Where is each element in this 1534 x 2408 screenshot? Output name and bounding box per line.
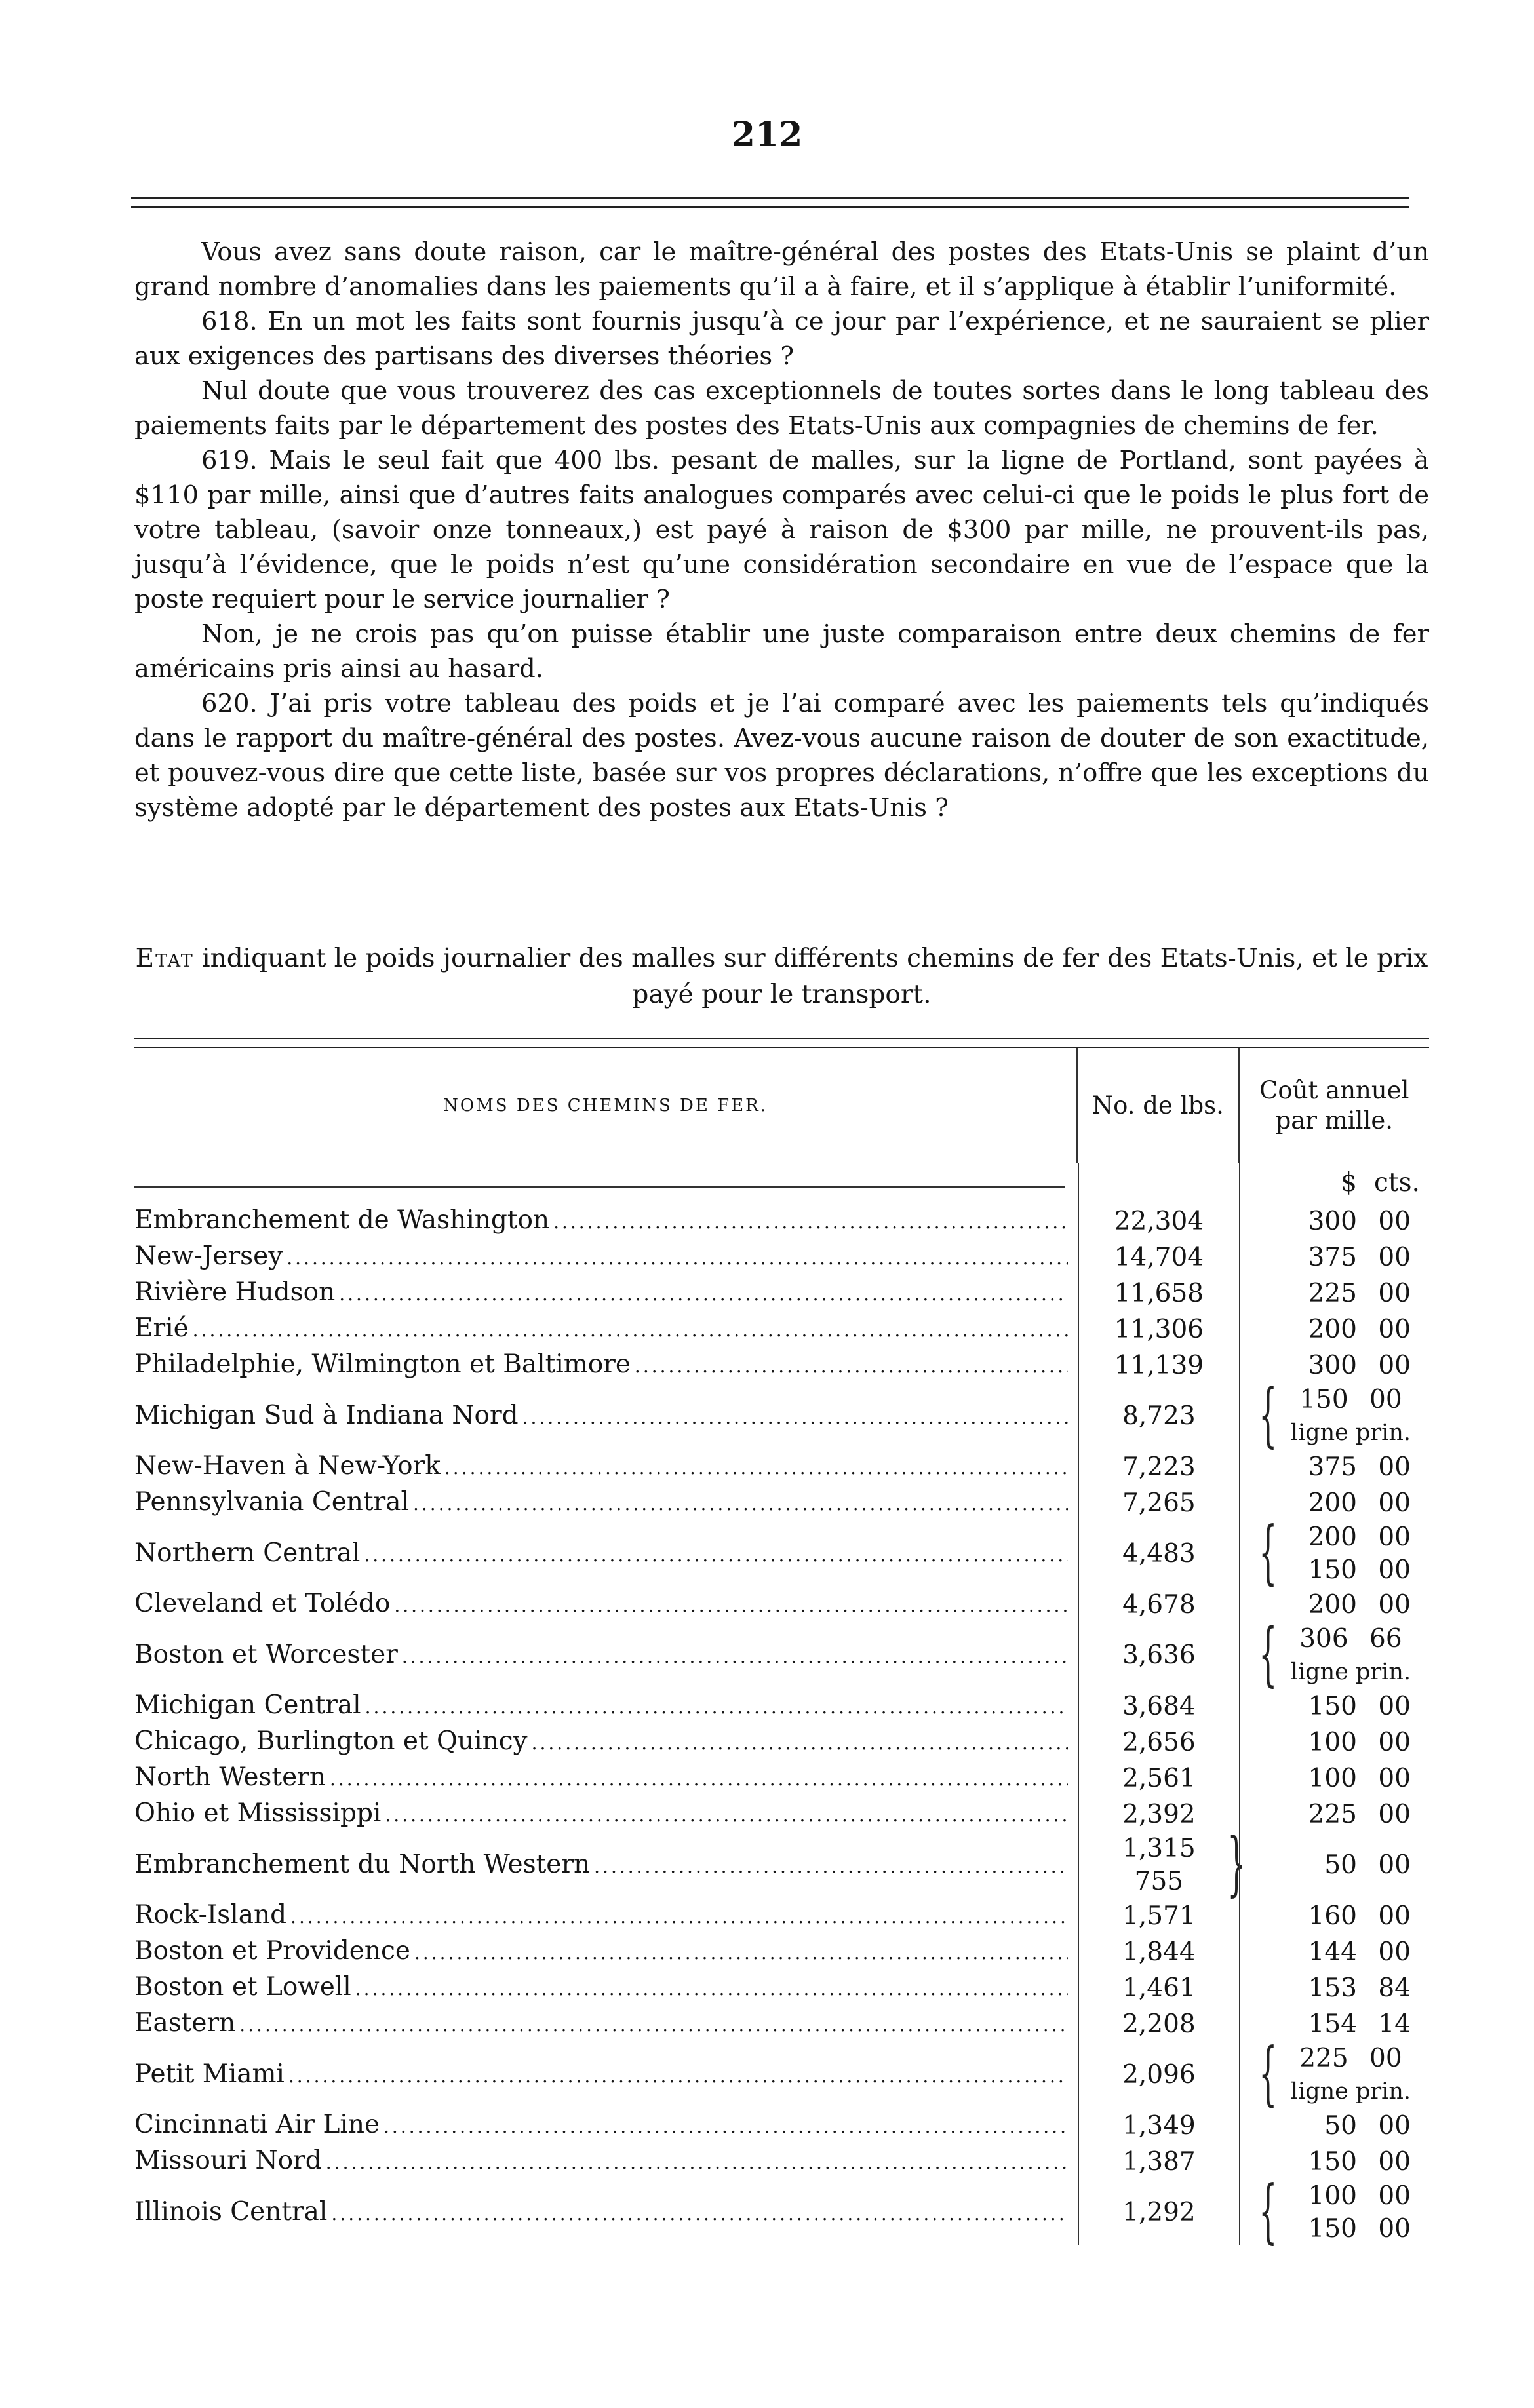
railway-name: Boston et Worcester bbox=[134, 1639, 398, 1669]
cost-cell bbox=[1239, 1203, 1429, 1239]
cost-dollars: 200 bbox=[1308, 1589, 1357, 1620]
cost-value bbox=[1308, 1762, 1411, 1795]
railway-name-cell bbox=[134, 1934, 1078, 1970]
cost-stack bbox=[1291, 2042, 1411, 2108]
railway-name-cell bbox=[134, 1348, 1078, 1384]
cost-value bbox=[1308, 1900, 1411, 1933]
lbs-value: 14,704 bbox=[1114, 1242, 1204, 1272]
railway-name-cell bbox=[134, 1970, 1078, 2006]
table-row bbox=[134, 1375, 1429, 1456]
dot-leader bbox=[413, 1487, 1068, 1521]
lbs-cell bbox=[1078, 1760, 1240, 1796]
cost-cents: 00 bbox=[1378, 1206, 1411, 1236]
cost-value bbox=[1308, 2213, 1411, 2245]
table-row bbox=[134, 1760, 1429, 1796]
dot-leader bbox=[339, 1277, 1067, 1311]
cost-stack bbox=[1308, 1972, 1411, 2005]
table-row bbox=[134, 1275, 1429, 1311]
cost-cell bbox=[1239, 1760, 1429, 1796]
cost-value bbox=[1308, 1798, 1411, 1831]
lbs-cell bbox=[1078, 1587, 1240, 1623]
cost-dollars: 150 bbox=[1308, 1555, 1357, 1585]
dot-leader bbox=[414, 1936, 1068, 1970]
dot-leader bbox=[553, 1205, 1067, 1239]
railway-name-cell bbox=[134, 1449, 1078, 1485]
railway-name: Cincinnati Air Line bbox=[134, 2110, 380, 2139]
railway-name-cell bbox=[134, 1638, 1078, 1674]
table-row bbox=[134, 1485, 1429, 1521]
railway-name: Boston et Lowell bbox=[134, 1972, 351, 2002]
table-row bbox=[134, 2034, 1429, 2114]
railway-name-cell bbox=[134, 1203, 1078, 1239]
table-row bbox=[134, 1587, 1429, 1623]
table-caption bbox=[134, 941, 1429, 1013]
cost-stack bbox=[1324, 1849, 1411, 1882]
dot-leader bbox=[290, 1900, 1067, 1934]
table-row bbox=[134, 1614, 1429, 1695]
cost-dollars: 50 bbox=[1324, 1850, 1357, 1880]
railway-name-cell bbox=[134, 2057, 1078, 2093]
cost-cell bbox=[1239, 1688, 1429, 1724]
paragraph: Non, je ne crois pas qu’on puisse établir une juste comparaison entre deux chemins de fer américains pris ainsi au hasard. bbox=[134, 619, 1429, 684]
dot-leader bbox=[394, 1589, 1067, 1623]
cost-cell bbox=[1239, 1898, 1429, 1934]
lbs-value: 11,658 bbox=[1114, 1278, 1204, 1308]
cost-dollars: 375 bbox=[1308, 1452, 1357, 1482]
cost-cell bbox=[1239, 1970, 1429, 2006]
railway-name-cell bbox=[134, 1275, 1078, 1311]
cost-dollars: 200 bbox=[1308, 1523, 1357, 1552]
railway-name: Ohio et Mississippi bbox=[134, 1798, 382, 1828]
cost-dollars: 306 bbox=[1299, 1624, 1348, 1654]
cost-dollars: 154 bbox=[1308, 2009, 1357, 2039]
dot-leader bbox=[402, 1640, 1068, 1674]
lbs-cell bbox=[1078, 1898, 1240, 1934]
cost-cents: 00 bbox=[1378, 1763, 1411, 1793]
lbs-value: 2,096 bbox=[1122, 2060, 1196, 2089]
cost-note: ligne prin. bbox=[1290, 2078, 1411, 2105]
railway-name: Boston et Providence bbox=[134, 1936, 410, 1966]
lbs-cell bbox=[1078, 1521, 1240, 1587]
cost-cents: 00 bbox=[1378, 1691, 1411, 1721]
cost-cents: 00 bbox=[1369, 1385, 1402, 1414]
dot-leader bbox=[522, 1401, 1068, 1435]
rates-table bbox=[134, 1038, 1429, 2252]
paragraph: Nul doute que vous trouverez des cas exceptionnels de toutes sortes dans le long tableau des paiements faits par le département des postes des Etats-Unis aux compagnies de chemins de fer. bbox=[134, 376, 1429, 440]
lbs-cell bbox=[1078, 1970, 1240, 2006]
cost-stack bbox=[1324, 2110, 1411, 2143]
lbs-value: 8,723 bbox=[1122, 1401, 1196, 1431]
railway-name-cell bbox=[134, 2195, 1078, 2231]
railway-name: Pennsylvania Central bbox=[134, 1487, 409, 1517]
table-row bbox=[134, 2144, 1429, 2180]
table-row bbox=[134, 1348, 1429, 1384]
paragraph: 620. J’ai pris votre tableau des poids et je l’ai comparé avec les paiements tels qu’indiqués dans le rapport du maître-général des postes. Avez-vous aucune raison de douter de son exactitude, et pouvez-vous dire que cette liste, basée sur vos propres déclarations, n’offre que les exceptions du système adopté par le département des postes aux Etats-Unis ? bbox=[134, 689, 1429, 823]
cost-value bbox=[1308, 1690, 1411, 1723]
cost-cents: 00 bbox=[1378, 1555, 1411, 1585]
cost-value bbox=[1308, 1350, 1411, 1382]
table-row bbox=[134, 2108, 1429, 2144]
cost-cents: 00 bbox=[1378, 1589, 1411, 1620]
dot-leader bbox=[286, 1241, 1067, 1275]
cost-stack bbox=[1308, 1313, 1411, 1346]
railway-name-cell bbox=[134, 1399, 1078, 1435]
brace-mark: { bbox=[1259, 1375, 1278, 1456]
cost-cell bbox=[1239, 2108, 1429, 2144]
railway-name: Eastern bbox=[134, 2008, 236, 2038]
cost-cents: 00 bbox=[1378, 1314, 1411, 1344]
lbs-value: 11,306 bbox=[1114, 1314, 1204, 1344]
cost-stack bbox=[1308, 1350, 1411, 1382]
cost-cents: 00 bbox=[1378, 1937, 1411, 1967]
railway-name-cell bbox=[134, 2006, 1078, 2042]
railway-name-cell bbox=[134, 1760, 1078, 1796]
dot-leader bbox=[239, 2008, 1067, 2042]
table-row bbox=[134, 1934, 1429, 1970]
cost-cell bbox=[1239, 1833, 1429, 1898]
cost-dollars: 100 bbox=[1308, 1727, 1357, 1757]
cost-cents: 00 bbox=[1378, 1350, 1411, 1380]
railway-name: Illinois Central bbox=[134, 2196, 328, 2226]
cost-note: ligne prin. bbox=[1290, 1420, 1411, 1446]
cost-cents: 00 bbox=[1378, 2214, 1411, 2243]
lbs-value: 3,684 bbox=[1122, 1691, 1196, 1721]
cost-cents: 00 bbox=[1378, 1727, 1411, 1757]
header-name: NOMS DES CHEMINS DE FER. bbox=[443, 1095, 768, 1116]
cost-stack bbox=[1308, 1589, 1411, 1622]
cost-value bbox=[1299, 1623, 1402, 1656]
railway-name: Michigan Central bbox=[134, 1690, 361, 1720]
railway-name: Rock-Island bbox=[134, 1900, 287, 1930]
brace-mark: } bbox=[1227, 1824, 1246, 1905]
railway-name-cell bbox=[134, 1688, 1078, 1724]
cost-value bbox=[1308, 1936, 1411, 1969]
table-row bbox=[134, 1970, 1429, 2006]
cost-stack bbox=[1291, 1384, 1411, 1449]
cost-cell bbox=[1239, 1513, 1429, 1593]
cost-cents: 66 bbox=[1369, 1624, 1402, 1654]
cost-dollars: 100 bbox=[1308, 1763, 1357, 1793]
dot-leader bbox=[364, 1538, 1067, 1572]
cost-stack bbox=[1308, 2146, 1411, 2179]
lbs-value: 755 bbox=[1134, 1867, 1184, 1896]
table-row bbox=[134, 1449, 1429, 1485]
cost-stack bbox=[1308, 1762, 1411, 1795]
railway-name: Michigan Sud à Indiana Nord bbox=[134, 1400, 519, 1430]
cost-dollars: 200 bbox=[1308, 1314, 1357, 1344]
lbs-cell bbox=[1078, 2144, 1240, 2180]
table-row bbox=[134, 1203, 1429, 1239]
cost-cell bbox=[1239, 1449, 1429, 1485]
header-lbs: No. de lbs. bbox=[1076, 1048, 1238, 1163]
cost-value bbox=[1324, 1849, 1411, 1882]
cost-stack bbox=[1308, 1241, 1411, 1274]
cost-value bbox=[1299, 2042, 1402, 2075]
dot-leader bbox=[384, 2110, 1067, 2144]
cost-cell bbox=[1239, 1934, 1429, 1970]
cost-stack bbox=[1308, 1936, 1411, 1969]
unit-cents: cts. bbox=[1374, 1168, 1420, 1197]
railway-name-cell bbox=[134, 2144, 1078, 2180]
cost-cents: 00 bbox=[1378, 1850, 1411, 1880]
lbs-cell bbox=[1078, 1203, 1240, 1239]
cost-stack bbox=[1308, 1521, 1411, 1587]
header-cost: Coût annuel par mille. bbox=[1238, 1048, 1429, 1163]
header-separator bbox=[134, 1186, 1065, 1188]
brace-mark: { bbox=[1259, 2034, 1278, 2114]
cost-value bbox=[1308, 2146, 1411, 2179]
brace-mark: { bbox=[1259, 1614, 1278, 1695]
cost-stack bbox=[1308, 1726, 1411, 1759]
cost-stack bbox=[1308, 2008, 1411, 2041]
railway-name-cell bbox=[134, 1898, 1078, 1934]
railway-name: Northern Central bbox=[134, 1538, 361, 1568]
cost-cents: 00 bbox=[1378, 1452, 1411, 1482]
cost-cents: 00 bbox=[1378, 2110, 1411, 2141]
cost-cell bbox=[1239, 1375, 1429, 1456]
dot-leader bbox=[193, 1313, 1068, 1348]
railway-name: Petit Miami bbox=[134, 2059, 285, 2089]
table-row bbox=[134, 1724, 1429, 1760]
dot-leader bbox=[288, 2059, 1068, 2093]
lbs-value: 3,636 bbox=[1122, 1641, 1196, 1670]
lbs-value: 4,483 bbox=[1122, 1539, 1196, 1568]
caption-lead: Etat bbox=[135, 944, 194, 973]
railway-name-cell bbox=[134, 1536, 1078, 1572]
cost-dollars: 150 bbox=[1308, 1691, 1357, 1721]
paragraph: 618. En un mot les faits sont fournis jusqu’à ce jour par l’expérience, et ne sauraient se plier aux exigences des partisans des diverses théories ? bbox=[134, 307, 1429, 371]
railway-name-cell bbox=[134, 1796, 1078, 1833]
cost-cell bbox=[1239, 1311, 1429, 1348]
railway-name-cell bbox=[134, 1239, 1078, 1275]
table-top-rule bbox=[134, 1038, 1429, 1048]
cost-value bbox=[1308, 2008, 1411, 2041]
brace-mark: { bbox=[1259, 1513, 1278, 1593]
lbs-cell bbox=[1078, 2180, 1240, 2245]
cost-stack bbox=[1308, 1487, 1411, 1520]
lbs-value: 1,292 bbox=[1122, 2198, 1196, 2227]
dot-leader bbox=[355, 1972, 1068, 2006]
units-name-cell bbox=[134, 1172, 1078, 1194]
body-text bbox=[134, 235, 1429, 825]
cost-dollars: 144 bbox=[1308, 1937, 1357, 1967]
lbs-value: 1,387 bbox=[1122, 2146, 1196, 2177]
table-body bbox=[134, 1203, 1429, 2252]
railway-name: North Western bbox=[134, 1762, 326, 1792]
lbs-cell bbox=[1078, 1449, 1240, 1485]
cost-value bbox=[1308, 1451, 1411, 1484]
cost-dollars: 160 bbox=[1308, 1901, 1357, 1931]
railway-name: Cleveland et Tolédo bbox=[134, 1589, 391, 1618]
cost-value bbox=[1324, 2110, 1411, 2143]
cost-cents: 00 bbox=[1378, 1242, 1411, 1272]
lbs-cell bbox=[1078, 1239, 1240, 1275]
cost-dollars: 150 bbox=[1299, 1385, 1348, 1414]
cost-cell bbox=[1239, 1796, 1429, 1833]
cost-value bbox=[1308, 1521, 1411, 1554]
lbs-cell bbox=[1078, 1384, 1240, 1449]
cost-stack bbox=[1308, 2180, 1411, 2245]
paragraph: 619. Mais le seul fait que 400 lbs. pesant de malles, sur la ligne de Portland, sont payées à $110 par mille, ainsi que d’autres faits analogues comparés avec celui-ci que le poids le plus fort de votre tableau, (savoir onze tonneaux,) est payé à raison de $300 par mille, ne prouvent-ils pas, jusqu’à l’évidence, que le poids n’est qu’une considération secondaire en vue de l’espace que la poste requiert pour le service journalier ? bbox=[134, 446, 1429, 614]
lbs-cell bbox=[1078, 1348, 1240, 1384]
railway-name: Philadelphie, Wilmington et Baltimore bbox=[134, 1350, 631, 1379]
cost-dollars: 50 bbox=[1324, 2110, 1357, 2141]
lbs-cell bbox=[1078, 1824, 1246, 1905]
lbs-value: 2,561 bbox=[1122, 1763, 1196, 1793]
units-cost-cell bbox=[1239, 1163, 1429, 1203]
cost-value bbox=[1308, 1205, 1411, 1238]
dot-leader bbox=[532, 1726, 1068, 1760]
table-row bbox=[134, 1311, 1429, 1348]
cost-dollars: 150 bbox=[1308, 2146, 1357, 2177]
railway-name-cell bbox=[134, 1311, 1078, 1348]
cost-stack bbox=[1308, 1205, 1411, 1238]
cost-value bbox=[1308, 1241, 1411, 1274]
railway-name: Chicago, Burlington et Quincy bbox=[134, 1726, 528, 1756]
cost-cents: 14 bbox=[1378, 2009, 1411, 2039]
cost-value bbox=[1308, 1277, 1411, 1310]
lbs-value: 1,315 bbox=[1122, 1834, 1196, 1863]
cost-cell bbox=[1239, 1239, 1429, 1275]
paragraph: Vous avez sans doute raison, car le maître-général des postes des Etats-Unis se plaint d’un grand nombre d’anomalies dans les paiements qu’il a à faire, et il s’applique à établir l’uniformité. bbox=[134, 237, 1429, 301]
lbs-value: 11,139 bbox=[1114, 1350, 1204, 1380]
cost-stack bbox=[1308, 1798, 1411, 1831]
dot-leader bbox=[594, 1850, 1067, 1884]
cost-cents: 00 bbox=[1378, 1278, 1411, 1308]
cost-stack bbox=[1291, 1623, 1411, 1688]
table-header bbox=[134, 1048, 1429, 1163]
lbs-value: 2,208 bbox=[1122, 2009, 1196, 2039]
railway-name-cell bbox=[134, 2108, 1078, 2144]
lbs-value: 1,349 bbox=[1122, 2110, 1196, 2141]
cost-cents: 00 bbox=[1378, 2146, 1411, 2177]
page-number: 212 bbox=[731, 115, 803, 155]
cost-cents: 00 bbox=[1369, 2044, 1402, 2073]
cost-stack bbox=[1308, 1277, 1411, 1310]
lbs-value: 7,223 bbox=[1122, 1452, 1196, 1482]
cost-dollars: 225 bbox=[1308, 1799, 1357, 1829]
cost-cell bbox=[1239, 2171, 1429, 2252]
cost-dollars: 150 bbox=[1308, 2214, 1357, 2243]
header-rule bbox=[131, 197, 1409, 208]
railway-name: New-Haven à New-York bbox=[134, 1451, 441, 1481]
table-row bbox=[134, 1239, 1429, 1275]
cost-value bbox=[1308, 1313, 1411, 1346]
cost-cents: 00 bbox=[1378, 1523, 1411, 1552]
cost-cents: 00 bbox=[1378, 2181, 1411, 2211]
table-row bbox=[134, 1688, 1429, 1724]
lbs-cell bbox=[1078, 1623, 1240, 1688]
lbs-cell bbox=[1078, 1934, 1240, 1970]
lbs-cell bbox=[1078, 2006, 1240, 2042]
cost-value bbox=[1308, 1554, 1411, 1587]
cost-value bbox=[1308, 1487, 1411, 1520]
brace-mark: { bbox=[1259, 2171, 1278, 2252]
cost-dollars: 100 bbox=[1308, 2181, 1357, 2211]
cost-stack bbox=[1308, 1690, 1411, 1723]
cost-cell bbox=[1239, 2034, 1429, 2114]
cost-value bbox=[1308, 1972, 1411, 2005]
cost-dollars: 375 bbox=[1308, 1242, 1357, 1272]
cost-cents: 00 bbox=[1378, 1799, 1411, 1829]
cost-cell bbox=[1239, 1275, 1429, 1311]
dot-leader bbox=[635, 1350, 1068, 1384]
lbs-cell bbox=[1078, 2108, 1240, 2144]
lbs-value: 2,656 bbox=[1122, 1727, 1196, 1757]
cost-value bbox=[1308, 2180, 1411, 2213]
dot-leader bbox=[444, 1451, 1068, 1485]
railway-name: New-Jersey bbox=[134, 1241, 283, 1271]
cost-cell bbox=[1239, 1724, 1429, 1760]
cost-dollars: 153 bbox=[1308, 1973, 1357, 2003]
lbs-value: 4,678 bbox=[1122, 1589, 1196, 1620]
cost-dollars: 225 bbox=[1299, 2044, 1348, 2073]
lbs-cell bbox=[1078, 1311, 1240, 1348]
dot-leader bbox=[365, 1690, 1068, 1724]
railway-name: Embranchement de Washington bbox=[134, 1205, 550, 1235]
cost-dollars: 300 bbox=[1308, 1350, 1357, 1380]
lbs-cell bbox=[1078, 1724, 1240, 1760]
railway-name-cell bbox=[134, 1724, 1078, 1760]
dot-leader bbox=[331, 2197, 1067, 2231]
unit-dollars: $ bbox=[1341, 1168, 1357, 1197]
cost-stack bbox=[1308, 1900, 1411, 1933]
units-row bbox=[134, 1163, 1429, 1203]
railway-name: Erié bbox=[134, 1313, 189, 1343]
lbs-value: 2,392 bbox=[1122, 1799, 1196, 1829]
railway-name: Missouri Nord bbox=[134, 2146, 322, 2175]
dot-leader bbox=[326, 2146, 1068, 2180]
lbs-cell bbox=[1078, 1485, 1240, 1521]
cost-dollars: 200 bbox=[1308, 1488, 1357, 1518]
cost-value bbox=[1308, 1589, 1411, 1622]
cost-value bbox=[1299, 1384, 1402, 1416]
table-row bbox=[134, 1824, 1429, 1905]
lbs-cell bbox=[1078, 2042, 1240, 2108]
cost-stack bbox=[1308, 1451, 1411, 1484]
lbs-cell bbox=[1078, 1688, 1240, 1724]
cost-value bbox=[1308, 1726, 1411, 1759]
cost-note: ligne prin. bbox=[1290, 1659, 1411, 1685]
cost-dollars: 300 bbox=[1308, 1206, 1357, 1236]
railway-name: Embranchement du North Western bbox=[134, 1849, 591, 1879]
lbs-value: 1,461 bbox=[1122, 1973, 1196, 2003]
railway-name-cell bbox=[134, 1848, 1078, 1884]
railway-name-cell bbox=[134, 1587, 1078, 1623]
lbs-value: 22,304 bbox=[1114, 1206, 1204, 1236]
cost-cents: 00 bbox=[1378, 1901, 1411, 1931]
cost-cents: 84 bbox=[1378, 1973, 1411, 2003]
dot-leader bbox=[385, 1798, 1067, 1833]
table-row bbox=[134, 1513, 1429, 1593]
cost-cents: 00 bbox=[1378, 1488, 1411, 1518]
railway-name: Rivière Hudson bbox=[134, 1277, 336, 1307]
lbs-value: 1,844 bbox=[1122, 1937, 1196, 1967]
table-row bbox=[134, 2006, 1429, 2042]
railway-name-cell bbox=[134, 1485, 1078, 1521]
caption-text: indiquant le poids journalier des malles sur différents chemins de fer des Etats-Unis, et le prix payé pour le transport. bbox=[193, 944, 1428, 1009]
cost-cell bbox=[1239, 1614, 1429, 1695]
lbs-cell bbox=[1078, 1275, 1240, 1311]
lbs-value: 7,265 bbox=[1122, 1488, 1196, 1518]
table-row bbox=[134, 2171, 1429, 2252]
lbs-value: 1,571 bbox=[1122, 1901, 1196, 1931]
dot-leader bbox=[330, 1762, 1068, 1796]
units-lbs-cell bbox=[1078, 1163, 1240, 1203]
lbs-cell bbox=[1078, 1796, 1240, 1833]
cost-dollars: 225 bbox=[1308, 1278, 1357, 1308]
